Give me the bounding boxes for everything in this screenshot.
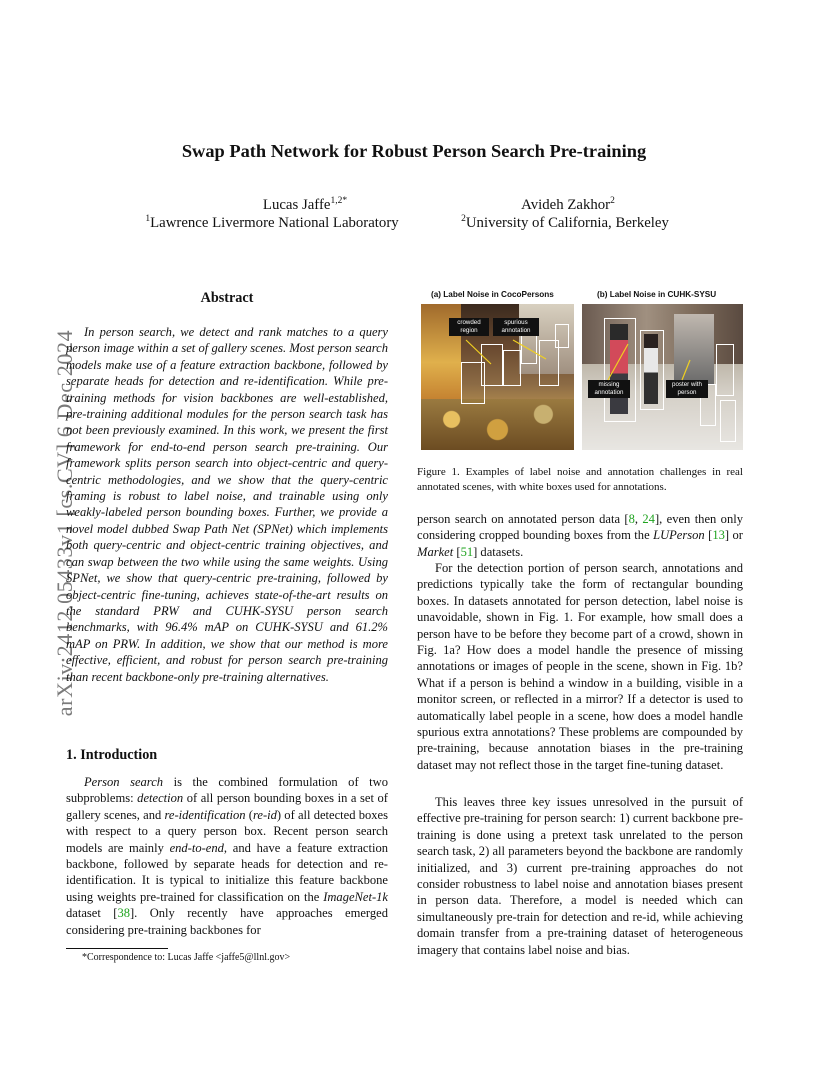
author-2-sup: 2 [610, 196, 615, 206]
paper-title: Swap Path Network for Robust Person Search Pre-training [181, 141, 647, 161]
author-1-sup: 1,2* [330, 196, 348, 206]
figure-panel-a-title: (a) Label Noise in CocoPersons [431, 290, 554, 299]
abstract-text: In person search, we detect and rank matches to a query person image within a set of gallery scenes. Most person search models make use of a feature extraction backbone, followed by separate heads for detection and re-identification. While pre-training methods for vision backbones are well-established, pre-training additional modules for the person search task has not been previously examined. In this work, we present the first framework for end-to-end person search pre-training. Our framework splits person search into object-centric and query-centric methodologies, and we show that the query-centric framing is robust to label noise, and trainable using only weakly-labeled person bounding boxes. Further, we provide a novel model dubbed Swap Path Net (SPNet) which implements both query-centric and object-centric training objectives, and can swap between the two while using the same weights. Using SPNet, we show that query-centric pre-training, followed by object-centric fine-tuning, achieves state-of-the-art results on the standard PRW and CUHK-SYSU person search benchmarks, with 96.4% mAP on CUHK-SYSU and 61.2% mAP on PRW. In addition, we show that our method is more effective, efficient, and robust for person search pre-training than recent backbone-only pre-training alternatives. [66, 325, 388, 684]
introduction-heading: 1. Introduction [66, 747, 158, 763]
footnote-rule [66, 948, 168, 949]
citation-link[interactable]: 51 [460, 544, 474, 559]
figure-1-caption: Figure 1. Examples of label noise and annotation challenges in real annotated scenes, with white boxes used for annotations. [417, 466, 743, 493]
author-2 [478, 196, 658, 214]
label-crowded-region: crowded region [449, 318, 489, 336]
affiliation-1-name: Lawrence Livermore National Laboratory [150, 214, 399, 231]
affiliation-2-sup: 2 [461, 214, 466, 224]
figure-panel-b-title: (b) Label Noise in CUHK-SYSU [597, 290, 717, 299]
label-missing-annotation: missing annotation [588, 380, 630, 398]
label-spurious-annotation: spurious annotation [493, 318, 539, 336]
pointer-lines [582, 304, 743, 450]
arxiv-id: arXiv:2412.05433v1 [cs.CV] 6 Dec 2024 [52, 329, 77, 717]
affiliation-1-sup: 1 [145, 214, 151, 224]
affiliation-2 [440, 214, 690, 232]
right-paragraph-2: For the detection portion of person search, annotations and predictions typically take the form of rectangular bounding boxes. In datasets annotated for person detection, label noise is unavoidable, shown in Fig. 1. For example, how small does a person have to be before they become part of a crowd, shown in Fig. 1a? How does a model handle the presence of missing annotations or images of people in the scene, shown in Fig. 1b? What if a person is behind a window in a building, visible in a monitor screen, or reflected in a mirror? If a detector is used to automatically label people in a scene, how does a model handle spurious extra annotations? These problems are compounded by pre-training, because annotation biases in the pre-training dataset may not reflect those in the target fine-tuning dataset. [417, 561, 743, 772]
author-2-name: Avideh Zakhor [521, 196, 611, 213]
affiliation-1 [122, 214, 422, 232]
right-paragraph-1: person search on annotated person data [8, 24], even then only considering cropped bounding boxes from the LUPerson [13] or Market [51] datasets. [417, 512, 743, 559]
right-paragraph-3: This leaves three key issues unresolved in the pursuit of effective pre-training for person search: 1) current backbone pre-training is done using a pretext task unrelated to the person search task, 2) all parameters beyond the backbone are randomly initialized, and 3) current pre-training approaches do not consider robustness to label noise and annotation biases present in person data. Therefore, a model is needed which can simultaneously pre-train for detection and re-id, while achieving domain transfer from a pre-training dataset of heterogeneous imagery that contains label noise and bias. [417, 795, 743, 957]
citation-link[interactable]: 13 [712, 528, 725, 543]
figure-panel-a-image [421, 304, 574, 450]
author-1 [190, 196, 420, 214]
label-poster-with-person: poster with person [666, 380, 708, 398]
footnote: *Correspondence to: Lucas Jaffe <jaffe5@llnl.gov> [82, 952, 291, 963]
abstract-heading: Abstract [200, 290, 254, 306]
citation-link[interactable]: 8 [628, 512, 635, 526]
citation-link[interactable]: 24 [642, 512, 655, 526]
arxiv-stamp [10, 288, 77, 758]
pointer-lines [421, 304, 574, 450]
citation-link[interactable]: 38 [117, 906, 130, 921]
author-1-name: Lucas Jaffe [262, 196, 331, 213]
figure-panel-b-image [582, 304, 743, 450]
intro-paragraph-1: Person search is the combined formulation of two subproblems: detection of all person bounding boxes in a set of gallery scenes, and re-identification (re-id) of all detected boxes with respect to a query person box. Recent person search models are mainly end-to-end, and have a feature extraction backbone, followed by separate heads for detection and re-identification. It is typical to initialize this feature backbone using weights pre-trained for classification on the ImageNet-1k dataset [38]. Only recently have approaches emerged considering pre-training backbones for [66, 775, 388, 937]
figure-1 [417, 290, 743, 460]
affiliation-2-name: University of California, Berkeley [465, 214, 669, 231]
